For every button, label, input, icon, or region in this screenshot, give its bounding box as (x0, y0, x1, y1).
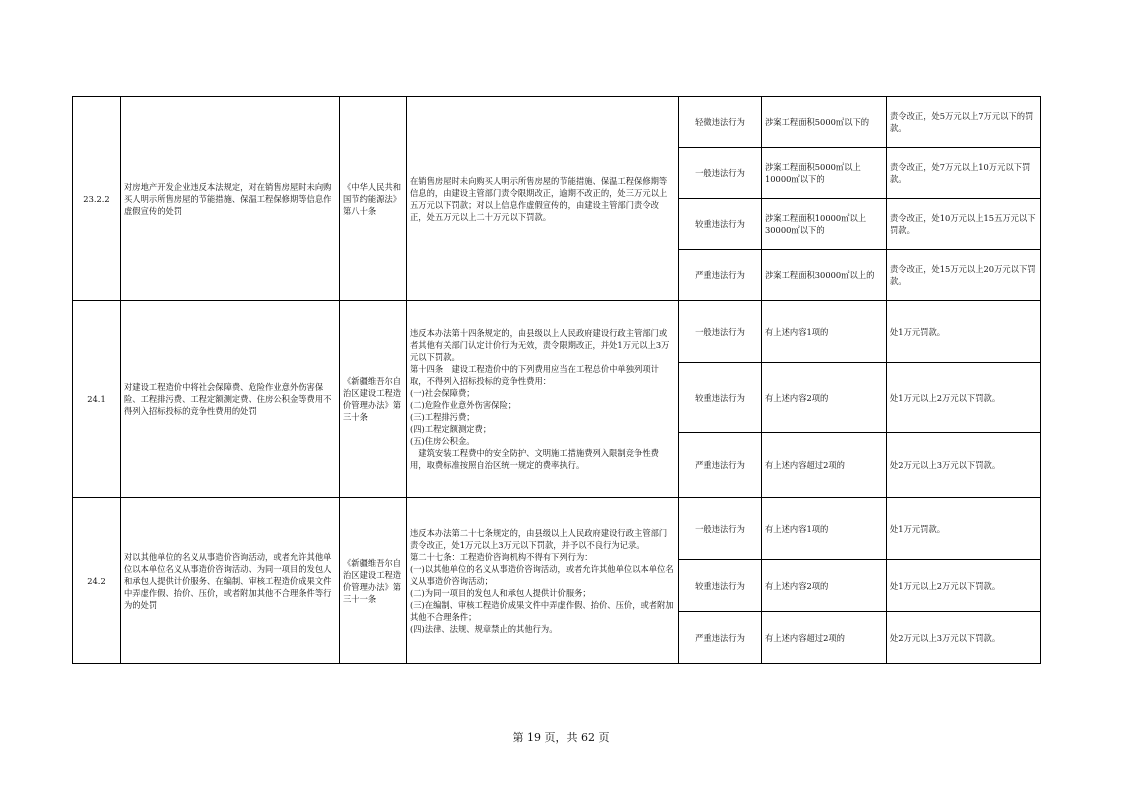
penalty-standard: 处2万元以上3万元以下罚款。 (887, 612, 1041, 664)
item-number: 24.1 (73, 301, 121, 498)
page-footer: 第 19 页，共 62 页 (512, 731, 610, 744)
legal-clause: 在销售房屋时未向购买人明示所售房屋的节能措施、保温工程保修期等信息的，由建设主管部门责令限期改正，逾期不改正的，处三万元以上五万元以下罚款；对以上信息作虚假宣传的，由建设主管部门责令改正，处五万元以上二十万元以下罚款。 (407, 97, 679, 301)
violation-level: 严重违法行为 (679, 433, 762, 498)
penalty-standard: 处1万元罚款。 (887, 498, 1041, 560)
violation-level: 一般违法行为 (679, 498, 762, 560)
penalty-standard: 处1万元以上2万元以下罚款。 (887, 560, 1041, 612)
violation-level: 严重违法行为 (679, 612, 762, 664)
violation-condition: 有上述内容1项的 (762, 498, 887, 560)
table-row (73, 498, 1041, 560)
violation-description: 对房地产开发企业违反本法规定，对在销售房屋时未向购买人明示所售房屋的节能措施、保温工程保修期等信息作虚假宣传的处罚 (121, 97, 340, 301)
penalty-standard: 责令改正，处7万元以上10万元以下罚款。 (887, 148, 1041, 199)
legal-clause: 违反本办法第十四条规定的，由县级以上人民政府建设行政主管部门或者其他有关部门认定计价行为无效，责令限期改正，并处1万元以上3万元以下罚款。 第十四条 建设工程造价中的下列费用应当在工程总价中单独列项计取，不得列入招标投标的竞争性费用： (一)社会保障费； (二)危险作业意外伤害保险； (三)工程排污费； (四)工程定额测定费； (五)住房公积金。 建筑安装工程费中的安全防护、文明施工措施费列入限制竞争性费用，取费标准按照自治区统一规定的费率执行。 (407, 301, 679, 498)
item-number: 24.2 (73, 498, 121, 664)
table-row (73, 97, 1041, 148)
violation-condition: 有上述内容超过2项的 (762, 433, 887, 498)
penalty-standards-table (72, 96, 1041, 664)
violation-condition: 涉案工程面积30000㎡以上的 (762, 250, 887, 301)
violation-condition: 有上述内容2项的 (762, 363, 887, 433)
table-row (73, 301, 1041, 363)
penalty-standard: 处1万元罚款。 (887, 301, 1041, 363)
violation-condition: 涉案工程面积5000㎡以上10000㎡以下的 (762, 148, 887, 199)
violation-level: 一般违法行为 (679, 301, 762, 363)
violation-level: 较重违法行为 (679, 363, 762, 433)
legal-basis: 《新疆维吾尔自治区建设工程造价管理办法》第三十条 (340, 301, 407, 498)
violation-condition: 有上述内容1项的 (762, 301, 887, 363)
violation-level: 一般违法行为 (679, 148, 762, 199)
penalty-standard: 责令改正，处10万元以上15五万元以下罚款。 (887, 199, 1041, 250)
violation-condition: 涉案工程面积5000㎡以下的 (762, 97, 887, 148)
penalty-standard: 处2万元以上3万元以下罚款。 (887, 433, 1041, 498)
penalty-standard: 责令改正，处15万元以上20万元以下罚款。 (887, 250, 1041, 301)
legal-clause: 违反本办法第二十七条规定的，由县级以上人民政府建设行政主管部门责令改正，处1万元以上3万元以下罚款，并予以不良行为记录。 第二十七条：工程造价咨询机构不得有下列行为： (一)以其他单位的名义从事造价咨询活动，或者允许其他单位以本单位名义从事造价咨询活动； (二)为同一项目的发包人和承包人提供计价服务； (三)在编制、审核工程造价成果文件中弄虚作假、抬价、压价，或者附加其他不合理条件； (四)法律、法规、规章禁止的其他行为。 (407, 498, 679, 664)
violation-condition: 有上述内容2项的 (762, 560, 887, 612)
violation-description: 对建设工程造价中将社会保障费、危险作业意外伤害保险、工程排污费、工程定额测定费、住房公积金等费用不得列入招标投标的竞争性费用的处罚 (121, 301, 340, 498)
item-number: 23.2.2 (73, 97, 121, 301)
violation-level: 严重违法行为 (679, 250, 762, 301)
penalty-standard: 责令改正，处5万元以上7万元以下的罚款。 (887, 97, 1041, 148)
violation-condition: 涉案工程面积10000㎡以上30000㎡以下的 (762, 199, 887, 250)
violation-level: 较重违法行为 (679, 199, 762, 250)
violation-level: 轻微违法行为 (679, 97, 762, 148)
legal-basis: 《新疆维吾尔自治区建设工程造价管理办法》第三十一条 (340, 498, 407, 664)
violation-description: 对以其他单位的名义从事造价咨询活动，或者允许其他单位以本单位名义从事造价咨询活动、为同一项目的发包人和承包人提供计价服务、在编制、审核工程造价成果文件中弄虚作假、抬价、压价，或者附加其他不合理条件等行为的处罚 (121, 498, 340, 664)
violation-level: 较重违法行为 (679, 560, 762, 612)
legal-basis: 《中华人民共和国节约能源法》第八十条 (340, 97, 407, 301)
penalty-standard: 处1万元以上2万元以下罚款。 (887, 363, 1041, 433)
violation-condition: 有上述内容超过2项的 (762, 612, 887, 664)
